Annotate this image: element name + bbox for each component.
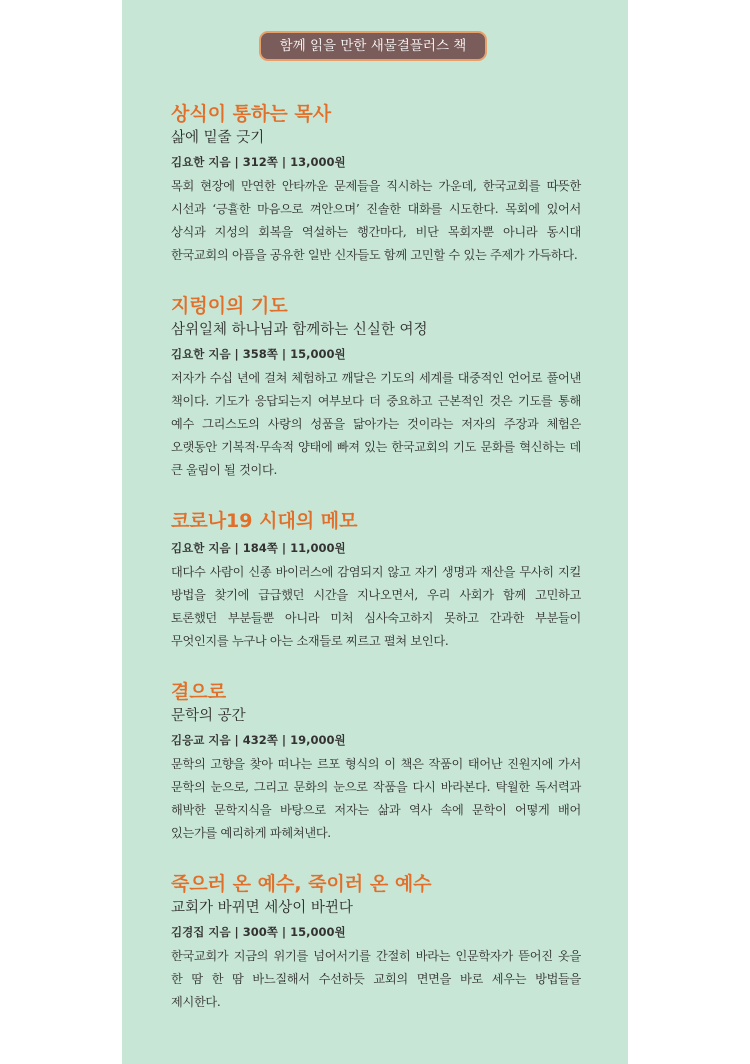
- book-list-panel: [122, 0, 628, 1064]
- book-item: [171, 871, 581, 1014]
- book-list: [171, 101, 581, 1040]
- book-meta: 김요한 지음 | 312쪽 | 13,000원: [171, 155, 346, 169]
- book-subtitle: 교회가 바뀌면 세상이 바뀐다: [171, 900, 353, 916]
- book-title: 코로나19 시대의 메모: [171, 510, 358, 532]
- book-item: [171, 508, 581, 653]
- book-subtitle: 삼위일체 하나님과 함께하는 신실한 여정: [171, 322, 428, 338]
- book-description: 저자가 수십 년에 걸쳐 체험하고 깨달은 기도의 세계를 대중적인 언어로 풀어낸 책이다. 기도가 응답되는지 여부보다 더 중요하고 근본적인 것은 기도를 통해 예수 그리스도의 사랑의 성품을 닮아가는 것이라는 저자의 주장과 체험은 오랫동안 기복적·무속적 양태에 빠져 있는 한국교회의 기도 문화를 혁신하는 데 큰 울림이 될 것이다.: [171, 371, 581, 477]
- book-subtitle: 삶에 밑줄 긋기: [171, 130, 265, 146]
- book-title: 죽으러 온 예수, 죽이러 온 예수: [171, 873, 432, 895]
- book-meta: 김요한 지음 | 184쪽 | 11,000원: [171, 541, 346, 555]
- book-description: 한국교회가 지금의 위기를 넘어서기를 간절히 바라는 인문학자가 뜯어진 옷을 한 땀 한 땀 바느질해서 수선하듯 교회의 면면을 바로 세우는 방법들을 제시한다.: [171, 949, 581, 1009]
- book-meta: 김경집 지음 | 300쪽 | 15,000원: [171, 925, 346, 939]
- book-meta: 김응교 지음 | 432쪽 | 19,000원: [171, 733, 346, 747]
- book-description: 목회 현장에 만연한 안타까운 문제들을 직시하는 가운데, 한국교회를 따뜻한 시선과 ‘긍휼한 마음으로 껴안으며’ 진솔한 대화를 시도한다. 목회에 있어서 상식과 지성의 회복을 역설하는 행간마다, 비단 목회자뿐 아니라 동시대 한국교회의 아픔을 공유한 일반 신자들도 함께 고민할 수 있는 주제가 가득하다.: [171, 179, 581, 262]
- book-title: 상식이 통하는 목사: [171, 103, 332, 125]
- header-badge: 함께 읽을 만한 새물결플러스 책: [259, 31, 487, 61]
- book-title: 결으로: [171, 681, 227, 703]
- book-subtitle: 문학의 공간: [171, 708, 246, 724]
- book-item: [171, 101, 581, 267]
- book-title: 지렁이의 기도: [171, 295, 288, 317]
- book-meta: 김요한 지음 | 358쪽 | 15,000원: [171, 347, 346, 361]
- book-item: [171, 679, 581, 845]
- book-item: [171, 293, 581, 482]
- book-description: 문학의 고향을 찾아 떠나는 르포 형식의 이 책은 작품이 태어난 진원지에 가서 문학의 눈으로, 그리고 문화의 눈으로 작품을 다시 바라본다. 탁월한 독서력과 해박한 문학지식을 바탕으로 저자는 삶과 역사 속에 문학이 어떻게 배어 있는가를 예리하게 파헤쳐낸다.: [171, 757, 581, 840]
- book-description: 대다수 사람이 신종 바이러스에 감염되지 않고 자기 생명과 재산을 무사히 지킬 방법을 찾기에 급급했던 시간을 지나오면서, 우리 사회가 함께 고민하고 토론했던 부분들뿐 아니라 미처 심사숙고하지 못하고 간과한 부분들이 무엇인지를 누구나 아는 소재들로 찌르고 펼쳐 보인다.: [171, 565, 581, 648]
